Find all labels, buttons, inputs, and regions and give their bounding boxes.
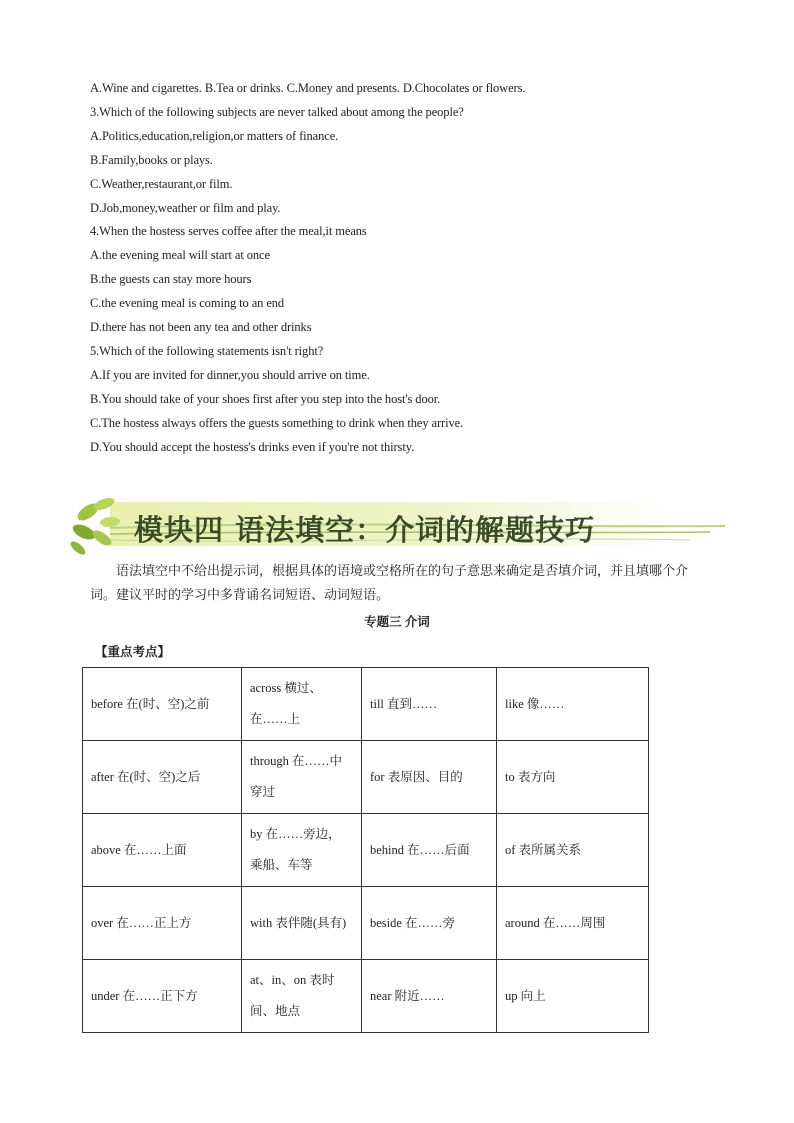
intro-text: 语法填空中不给出提示词，根据具体的语境或空格所在的句子意思来确定是否填介词，并且填哪个介词。建议平时的学习中多背诵名词短语、动词短语。 [90,563,689,602]
option-3b: B.Family,books or plays. [90,153,213,167]
table-cell: beside 在……旁 [362,887,497,960]
table-cell: up 向上 [497,960,649,1033]
table-cell: till 直到…… [362,668,497,741]
question-5: 5.Which of the following statements isn't right? [90,344,324,358]
table-row [83,887,649,960]
table-cell: by 在……旁边，乘船、车等 [242,814,362,887]
table-row [83,960,649,1033]
option-5c: C.The hostess always offers the guests something to drink when they arrive. [90,416,464,430]
table-cell: around 在……周围 [497,887,649,960]
option-5d: D.You should accept the hostess's drinks even if you're not thirsty. [90,440,415,454]
preposition-table [82,667,649,1033]
option-4d: D.there has not been any tea and other drinks [90,320,312,334]
question-3: 3.Which of the following subjects are never talked about among the people? [90,105,464,119]
option-4c: C.the evening meal is coming to an end [90,296,285,310]
table-cell: before 在(时、空)之前 [83,668,242,741]
table-cell: with 表伴随(具有) [242,887,362,960]
option-3a: A.Politics,education,religion,or matters of finance. [90,129,339,143]
table-cell: across 横过、在……上 [242,668,362,741]
option-3c: C.Weather,restaurant,or film. [90,177,233,191]
option-3d: D.Job,money,weather or film and play. [90,201,281,215]
table-cell: behind 在……后面 [362,814,497,887]
table-row [83,668,649,741]
table-row [83,741,649,814]
table-cell: of 表所属关系 [497,814,649,887]
table-cell: near 附近…… [362,960,497,1033]
table-cell: under 在……正下方 [83,960,242,1033]
table-cell: over 在……正上方 [83,887,242,960]
table-cell: above 在……上面 [83,814,242,887]
table-cell: for 表原因、目的 [362,741,497,814]
table-cell: like 像…… [497,668,649,741]
keypoints-label: 【重点考点】 [95,645,171,659]
intro-paragraph [90,559,710,607]
table-cell: through 在……中穿过 [242,741,362,814]
option-5b: B.You should take of your shoes first after you step into the host's door. [90,392,441,406]
table-cell: at、in、on 表时间、地点 [242,960,362,1033]
option-4a: A.the evening meal will start at once [90,248,270,262]
table-cell: after 在(时、空)之后 [83,741,242,814]
question-4: 4.When the hostess serves coffee after the meal,it means [90,224,367,238]
table-cell: to 表方向 [497,741,649,814]
option-4b: B.the guests can stay more hours [90,272,252,286]
table-row [83,814,649,887]
answer-options-q2: A.Wine and cigarettes. B.Tea or drinks. C.Money and presents. D.Chocolates or flowers. [90,81,526,95]
section-subheading: 专题三 介词 [364,615,430,629]
module-title: 模块四 语法填空：介词的解题技巧 [134,513,596,547]
option-5a: A.If you are invited for dinner,you should arrive on time. [90,368,370,382]
